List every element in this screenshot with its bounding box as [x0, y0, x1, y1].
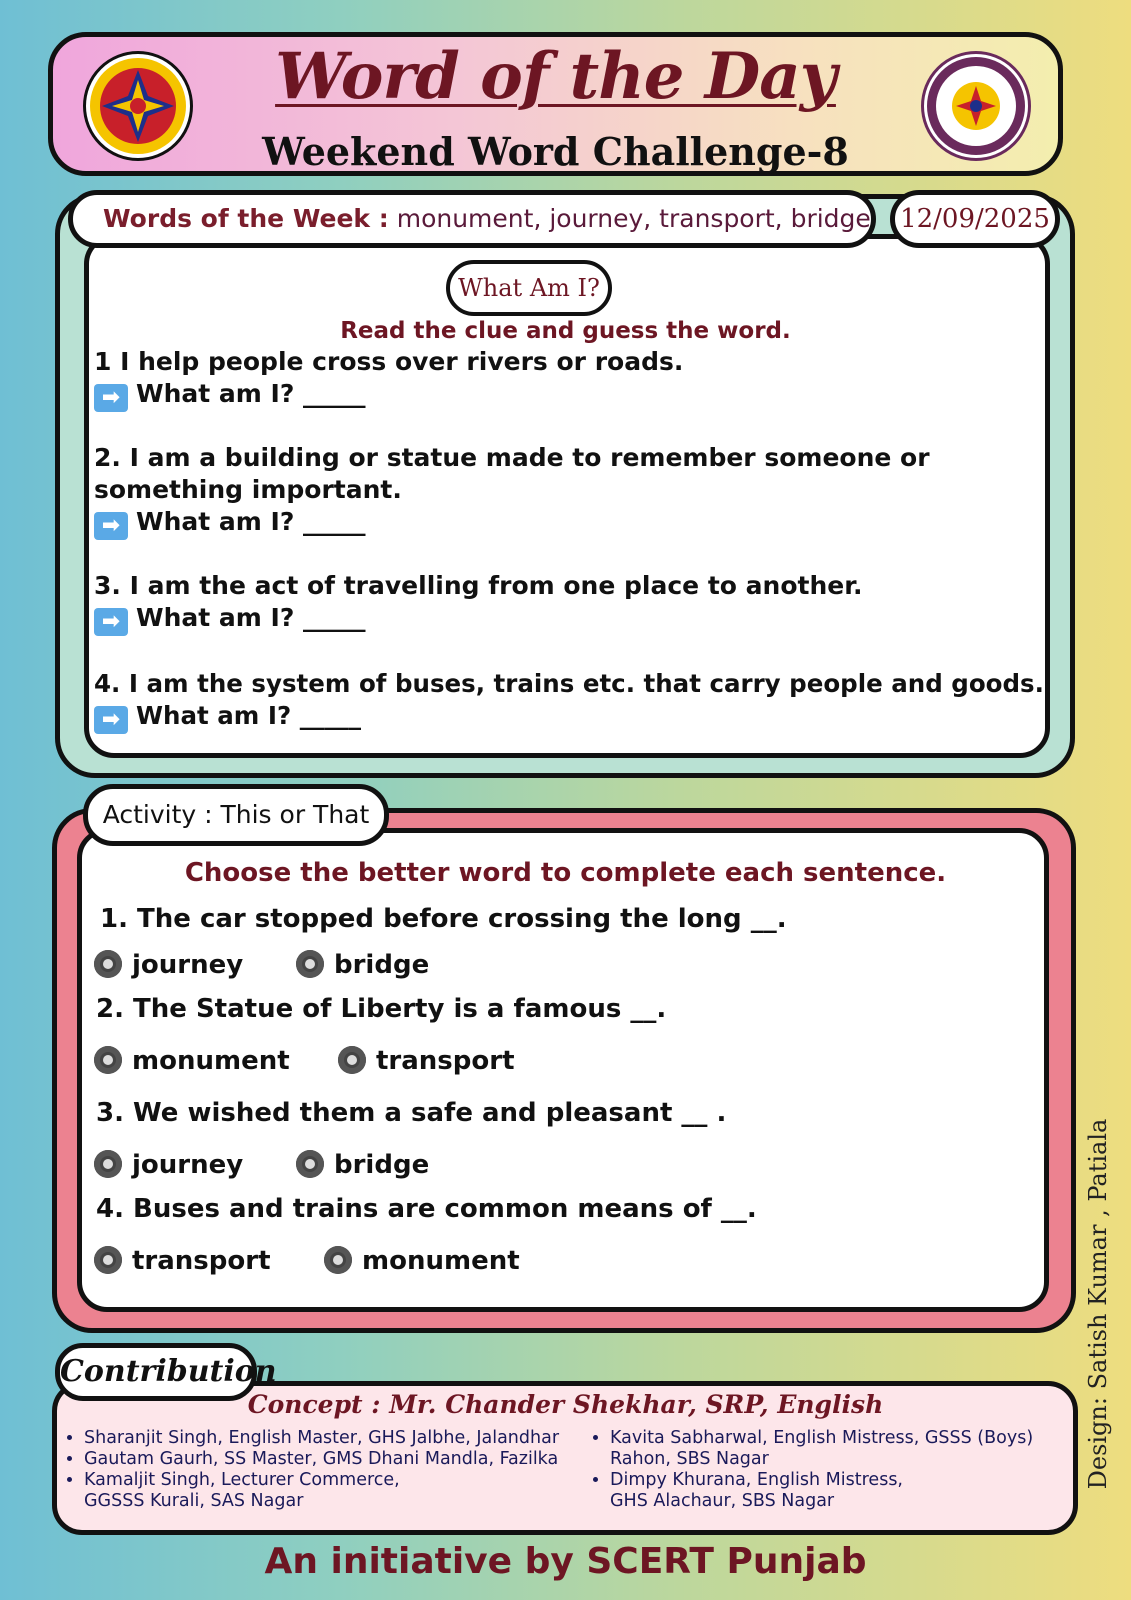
- design-credit: [1078, 1120, 1118, 1500]
- question-4: 4. Buses and trains are common means of __.: [96, 1194, 757, 1224]
- option-radio[interactable]: [94, 1046, 290, 1076]
- words-of-week-list: monument, journey, transport, bridge: [396, 204, 871, 233]
- question-2: 2. The Statue of Liberty is a famous __.: [96, 994, 667, 1024]
- radio-icon[interactable]: [94, 1246, 122, 1274]
- contributors-left: [64, 1428, 604, 1512]
- list-item: • Gautam Gaurh, SS Master, GMS Dhani Mandla, Fazilka: [84, 1449, 604, 1470]
- option-label: monument: [362, 1246, 520, 1276]
- activity-instruction: Choose the better word to complete each sentence.: [184, 858, 947, 888]
- list-item: • Kavita Sabharwal, English Mistress, GSSS (Boys) Rahon, SBS Nagar: [610, 1428, 1080, 1470]
- option-radio[interactable]: [338, 1046, 515, 1076]
- words-of-week: [68, 190, 876, 248]
- option-label: journey: [132, 1150, 244, 1180]
- riddle-prompt: What am I? _____: [136, 379, 366, 408]
- riddle-3: [94, 570, 862, 636]
- question-1: 1. The car stopped before crossing the long __.: [100, 904, 787, 934]
- list-item: • Sharanjit Singh, English Master, GHS Jalbhe, Jalandhar: [84, 1428, 604, 1449]
- option-radio[interactable]: [296, 1150, 429, 1180]
- header-banner: [48, 32, 1063, 176]
- page-subtitle: Weekend Word Challenge-8: [262, 129, 849, 174]
- contributors-right: [590, 1428, 1080, 1512]
- option-radio[interactable]: [94, 1150, 243, 1180]
- option-radio[interactable]: [324, 1246, 520, 1276]
- riddle-text: 2. I am a building or statue made to remember someone or something important.: [94, 443, 930, 504]
- riddle-4: [94, 668, 1044, 734]
- riddle-prompt: What am I? _____: [136, 507, 366, 536]
- list-item: • Dimpy Khurana, English Mistress, GHS Alachaur, SBS Nagar: [610, 1470, 910, 1512]
- option-label: transport: [132, 1246, 271, 1276]
- date-badge: 12/09/2025: [890, 190, 1060, 248]
- riddle-text: 3. I am the act of travelling from one place to another.: [94, 571, 863, 600]
- option-label: bridge: [334, 950, 430, 980]
- option-radio[interactable]: [94, 950, 243, 980]
- radio-icon[interactable]: [94, 1150, 122, 1178]
- option-label: monument: [132, 1046, 290, 1076]
- words-of-week-label: Words of the Week :: [103, 204, 389, 233]
- design-credit-text: Design: Satish Kumar , Patiala: [1084, 1118, 1112, 1490]
- list-item: • Kamaljit Singh, Lecturer Commerce, GGSSS Kurali, SAS Nagar: [84, 1470, 424, 1512]
- radio-icon[interactable]: [296, 1150, 324, 1178]
- page-title: Word of the Day: [275, 39, 836, 114]
- concept-credit: Concept : Mr. Chander Shekhar, SRP, English: [247, 1390, 884, 1419]
- riddle-text: 4. I am the system of buses, trains etc. that carry people and goods.: [94, 669, 1044, 698]
- contribution-label: Contribution: [55, 1343, 257, 1401]
- option-radio[interactable]: [296, 950, 429, 980]
- initiative-footer: An initiative by SCERT Punjab: [264, 1541, 867, 1582]
- radio-icon[interactable]: [94, 950, 122, 978]
- option-label: bridge: [334, 1150, 430, 1180]
- what-am-i-heading: What Am I?: [446, 260, 612, 316]
- arrow-right-icon: ➡: [94, 706, 128, 734]
- english-circles-logo: [921, 51, 1031, 161]
- riddle-prompt: What am I? _____: [136, 603, 366, 632]
- option-label: transport: [376, 1046, 515, 1076]
- radio-icon[interactable]: [94, 1046, 122, 1074]
- arrow-right-icon: ➡: [94, 608, 128, 636]
- riddle-prompt: What am I? _____: [136, 701, 361, 730]
- riddle-text: 1 I help people cross over rivers or roads.: [94, 347, 684, 376]
- riddle-instruction: Read the clue and guess the word.: [340, 318, 791, 344]
- radio-icon[interactable]: [324, 1246, 352, 1274]
- arrow-right-icon: ➡: [94, 512, 128, 540]
- radio-icon[interactable]: [338, 1046, 366, 1074]
- question-3: 3. We wished them a safe and pleasant __ .: [96, 1098, 727, 1128]
- radio-icon[interactable]: [296, 950, 324, 978]
- riddle-1: [94, 346, 683, 412]
- option-label: journey: [132, 950, 244, 980]
- riddle-2: [94, 442, 994, 540]
- activity-label: Activity : This or That: [83, 784, 389, 846]
- option-radio[interactable]: [94, 1246, 271, 1276]
- arrow-right-icon: ➡: [94, 384, 128, 412]
